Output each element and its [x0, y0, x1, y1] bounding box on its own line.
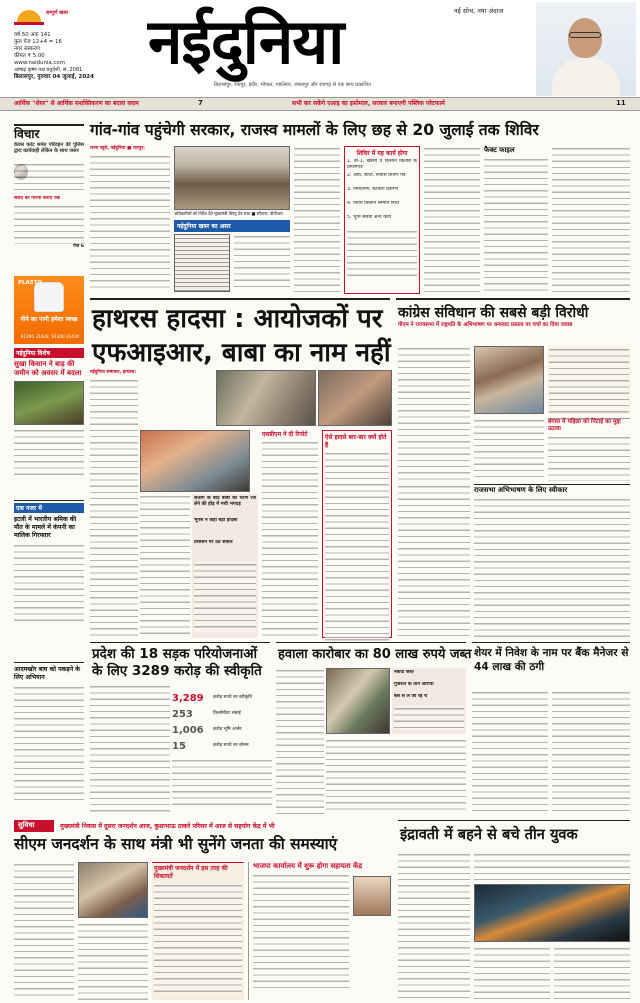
bengal-box [548, 418, 630, 480]
official-portrait [353, 876, 391, 916]
lead-strip [174, 220, 290, 232]
lead-bureau: राज्य ब्यूरो, नईदुनिया ■ रायपुर: [90, 146, 146, 151]
sidebar-story-1 [14, 348, 84, 498]
congress-subhead: पीएम ने राज्यसभा में राष्ट्रपति के अभिभाषण पर धन्यवाद प्रस्ताव पर चर्चा का दिया जवाब [398, 322, 573, 328]
sidebar-headline: आदमखोर बाघ को पकड़ने के लिए अभियान [14, 666, 81, 681]
lead-info-box: शिविर में यह कार्य होगा 1. बी-1, खसरा व किसान किताब के प्रमाणपत्र 2. आय, जाति, निवास प्रमाण पत्र 3. नामांतरण, बंटवारा प्रकरण 4. पीएम किसान सम्मान निधि 5. भूमि संबंधी अन्य कार्य [344, 146, 420, 294]
vichar-quote: केवल करंट समेत परिवहन की पुलिस द्वारा कार्यवाही लेकिन के साथ जरूर [14, 142, 84, 155]
share-headline[interactable]: शेयर में निवेश के नाम पर बैंक मैनेजर से 44 लाख की ठगी [474, 647, 629, 673]
newspaper-title: नईदुनिया [148, 5, 344, 78]
hathras-side-box [262, 430, 318, 638]
hathras-quote-box [322, 430, 392, 638]
vichar-section [14, 124, 84, 272]
suvidha-label: सुविधा [18, 821, 35, 829]
ticker-bar [0, 97, 640, 111]
congress-headline[interactable]: कांग्रेस संविधान की सबसे बड़ी विरोधी [398, 305, 589, 321]
ticker-left-page: 7 [198, 99, 203, 107]
stat-item: 15 करोड़ रुपये का बोनस [172, 740, 249, 752]
ad-product: पीने का पानी हमेशा स्वच्छ [20, 316, 78, 323]
masthead [0, 0, 640, 96]
suvidha-headline[interactable]: सीएम जनदर्शन के साथ मंत्री भी सुनेंगे जनता की समस्याएं [14, 835, 338, 853]
newsprint-thumb [174, 234, 230, 292]
bjp-office-title: भाजपा कार्यालय में शुरू होगा सहायता केंद्र [253, 862, 363, 870]
website[interactable]: www.naidunia.com [14, 60, 65, 66]
water-tank-icon [34, 282, 64, 312]
lead-box-title: शिविर में यह कार्य होगा [356, 150, 408, 157]
hathras-photo-2 [318, 370, 392, 426]
bengal-headline: बंगाल में महिला को पिटाई का मुद्दा उठाया [548, 419, 621, 432]
sidebar-label: नईदुनिया विशेष [14, 348, 84, 358]
ticker-right-page: 11 [616, 99, 626, 107]
logo-caption: सम्पूर्ण खबर [46, 10, 69, 16]
stat-item: 3,289 करोड़ रुपये का स्वीकृति [172, 692, 253, 704]
sidebar-story-3 [14, 662, 84, 812]
edition-info: वर्ष 50 अंक 141 कुल पेज 12+4 = 16 नगर संस्करण कीमत ₹ 5.00 www.naidunia.com आषाढ़ कृष्ण पक्ष चतुर्दशी, सं. 2081 बिलासपुर, गुरुवार 04 जुलाई, 2024 [14, 32, 114, 81]
vichar-quote-2: संसद की गरिमा बनाए रखे [14, 196, 60, 201]
suvidha-photo-1 [78, 862, 148, 918]
sidebar-label: एक नजर में [14, 503, 84, 513]
indrawati-headline[interactable]: इंद्रावती में बहने से बचे तीन युवक [400, 826, 578, 843]
hathras-bullets: सत्संग के बाद बाबा की चरण रज लेने की होड़ में मची भगदड़ भूपेश ने कहा बड़ा हादसा प्रशासन पर उठे सवाल [192, 494, 258, 638]
ad-phones: 91300 31428, 91300 31430 [20, 334, 80, 339]
lead-strip-label: नईदुनिया खबर का असर [177, 223, 231, 230]
vichar-label: विचार [14, 127, 40, 141]
ad-brand: PLASTO [18, 280, 43, 286]
congress-bullets [548, 346, 630, 414]
samvat: आषाढ़ कृष्ण पक्ष चतुर्दशी, सं. 2081 [14, 67, 83, 73]
stat-item: 1,006 करोड़ भूमि अर्जन [172, 724, 242, 736]
date-line: बिलासपुर, गुरुवार 04 जुलाई, 2024 [14, 74, 95, 80]
stat-item: 253 किलोमीटर लंबाई [172, 708, 241, 720]
hawala-headline[interactable]: हवाला कारोबार का 80 लाख रुपये जब्त [278, 647, 472, 662]
rajyasabha-headline: राजसभा अभिभाषण के लिए स्वीकार [474, 486, 568, 494]
sidebar-story-2 [14, 500, 84, 660]
lead-photo-caption: अधिकारियों को निर्देश देते मुख्यमंत्री विष्णु देव साय ■ सौजन्य: डीपीआर [174, 211, 283, 216]
suvidha-kicker: मुख्यमंत्री निवास में दूसरा जनदर्शन आज, कुशाभाऊ ठाकरे परिसर में आज से सहयोग केंद्र में भी [60, 823, 275, 830]
tagline: नई सोच, नया अंदाज [454, 7, 504, 15]
rajyasabha-box [474, 484, 630, 638]
suvidha-box-title: मुख्यमंत्री जनदर्शन में इस तरह की शिकायतें [154, 865, 228, 880]
plasto-ad[interactable] [14, 276, 84, 344]
brand-logo-icon [14, 6, 44, 28]
lead-body [90, 146, 170, 294]
lead-headline[interactable]: गांव-गांव पहुंचेगी सरकार, राजस्व मामलों के लिए छह से 20 जुलाई तक शिविर [90, 121, 539, 139]
sidebar-headline: इटली में भारतीय श्रमिक की मौत के मामले में कंपनी का मालिक गिरफ्तार [14, 516, 77, 539]
hawala-photo [326, 668, 390, 734]
columnist-portrait [536, 2, 636, 96]
bjp-office-box [248, 862, 394, 1000]
indrawati-bullets [474, 852, 630, 882]
pm-modi-photo [474, 346, 544, 414]
sidebar-photo [14, 381, 84, 425]
ticker-right[interactable]: सभी कर सकेंगे एआइ का इस्तेमाल, सरकार बनाएगी पब्लिक प्लेटफार्म [292, 100, 445, 107]
sidebar-headline: सुखा किसान ने बाड़ की जमीन को अवसर में बदला [14, 360, 82, 377]
editions-line: बिलासपुर, रायपुर, इंदौर, भोपाल, ग्वालियर, जबलपुर और रायगढ़ से एक साथ प्रकाशित [214, 82, 371, 88]
lead-photo [174, 146, 290, 210]
suvidha-tag [14, 820, 54, 832]
suvidha-box [152, 862, 244, 1000]
roads-headline[interactable]: प्रदेश की 18 सड़क परियोजनाओं के लिए 3289 करोड़ की स्वीकृति [92, 646, 262, 679]
hawala-bullets: नकदी जब्त गुजरात के तीन आरोपी बस से ले जा रहे थे [392, 668, 466, 734]
roads-stats [172, 690, 272, 810]
hathras-photo-1 [216, 370, 316, 426]
hathras-side-title: एसडीएम ने दी रिपोर्ट [262, 431, 308, 438]
fact-file-title: फैक्ट फाइल [484, 146, 515, 154]
fact-file [484, 146, 548, 294]
hathras-bureau: नईदुनिया समाचार, हाथरस: [90, 370, 137, 375]
indrawati-photo [474, 884, 630, 942]
vichar-page-tag: पेज 6 [73, 244, 84, 249]
hathras-headline[interactable]: हाथरस हादसा : आयोजकों पर एफआइआर, बाबा का नाम नहीं [92, 304, 391, 368]
hathras-photo-3 [140, 430, 250, 492]
ticker-left[interactable]: आर्थिक "शेयर" से आर्थिक सशक्तिकरण का बदला कदम [14, 100, 139, 107]
hathras-quote-title: ऐसे हादसे बार-बार क्यों होते हैं [325, 434, 387, 449]
